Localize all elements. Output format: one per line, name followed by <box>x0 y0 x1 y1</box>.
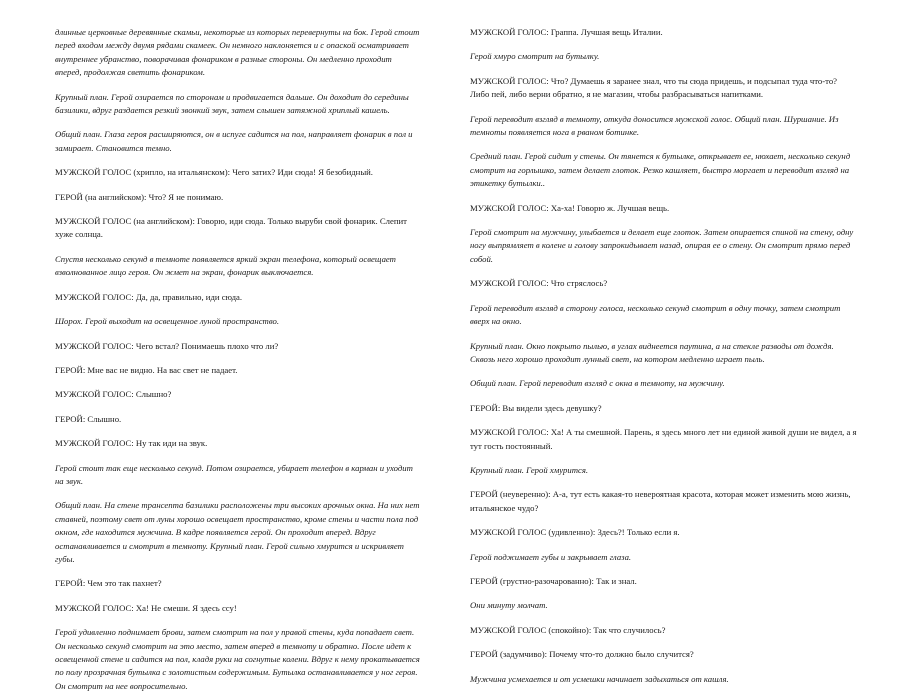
dialogue-line: ГЕРОЙ: Вы видели здесь девушку? <box>470 402 602 413</box>
dialogue-line: МУЖСКОЙ ГОЛОС: Да, да, правильно, иди сюда. <box>55 291 243 302</box>
stage-direction: Общий план. Глаза героя расширяются, он в испуге садится на пол, направляет фонарик в пол и замирает. Становится темно. <box>55 129 413 153</box>
dialogue-line: МУЖСКОЙ ГОЛОС: Что? Думаешь я заранее знал, что ты сюда придешь, и подсыпал туда что-то? Либо пей, либо верни обратно, я не магазин, чтобы разбрасываться напитками. <box>470 75 838 100</box>
dialogue-line: МУЖСКОЙ ГОЛОС: Слышно? <box>55 389 172 400</box>
stage-direction: Герой переводит взгляд в сторону голоса, несколько секунд смотрит в одну точку, затем смотрит вверх на окно. <box>470 302 841 327</box>
stage-direction: Мужчина усмехается и от усмешки начинает задыхаться от кашля. <box>470 673 729 684</box>
dialogue-line: МУЖСКОЙ ГОЛОС (спокойно): Так что случилось? <box>470 624 666 635</box>
stage-direction: Герой поджимает губы и закрывает глаза. <box>470 551 632 562</box>
dialogue-line: ГЕРОЙ (неуверенно): А-а, тут есть какая-то невероятная красота, которая может изменить мою жизнь, итальянское чудо? <box>470 489 851 513</box>
dialogue-line: МУЖСКОЙ ГОЛОС (на английском): Говорю, иди сюда. Только выруби свой фонарик. Слепит хуже солнца. <box>55 216 407 240</box>
stage-direction: Герой хмуро смотрит на бутылку. <box>470 51 600 62</box>
dialogue-line: МУЖСКОЙ ГОЛОС: Граппа. Лучшая вещь Италии. <box>470 27 663 37</box>
dialogue-line: ГЕРОЙ: Мне вас не видно. На вас свет не падает. <box>55 364 238 375</box>
dialogue-line: МУЖСКОЙ ГОЛОС: Ну так иди на звук. <box>55 438 208 449</box>
dialogue-line: МУЖСКОЙ ГОЛОС: Что стряслось? <box>470 278 608 289</box>
stage-direction: Спустя несколько секунд в темноте появляется яркий экран телефона, который освещает взволнованное лицо героя. Он жмет на экран, фонарик выключается. <box>55 253 396 278</box>
dialogue-line: ГЕРОЙ: Чем это так пахнет? <box>55 578 162 589</box>
stage-direction: Герой стоит так еще несколько секунд. Потом озирается, убирает телефон в карман и уходит на звук. <box>55 462 413 486</box>
dialogue-line: МУЖСКОЙ ГОЛОС: Чего встал? Понимаешь плохо что ли? <box>55 340 279 351</box>
dialogue-line: МУЖСКОЙ ГОЛОС (хрипло, на итальянском): Чего затих? Иди сюда! Я безобидный. <box>55 167 373 178</box>
dialogue-line: МУЖСКОЙ ГОЛОС: Ха! Не смеши. Я здесь ссу! <box>55 602 237 613</box>
stage-direction: Герой смотрит на мужчину, улыбается и делает еще глоток. Затем опирается спиной на стену, одну ногу выпрямляет в колене и голову запрокидывает назад, опирая ее о стену. Он смотрит прямо перед собой. <box>470 227 854 264</box>
stage-direction: Общий план. Герой переводит взгляд с окна в темноту, на мужчину. <box>470 378 725 389</box>
dialogue-line: ГЕРОЙ (грустно-разочарованно): Так и знал. <box>470 575 637 586</box>
dialogue-line: МУЖСКОЙ ГОЛОС (удивленно): Здесь?! Только если я. <box>470 527 680 538</box>
stage-direction: Они минуту молчат. <box>470 600 548 611</box>
dialogue-line: МУЖСКОЙ ГОЛОС: Ха! А ты смешной. Парень, я здесь много лет ни единой живой души не видел, а я тут гость постоянный. <box>470 427 857 451</box>
stage-direction: Крупный план. Окно покрыто пылью, в углах виднеется паутина, а на стекле разводы от дождя. Сквозь него хорошо проходит лунный свет, на котором медленно играет пыль. <box>470 340 834 364</box>
dialogue-line: ГЕРОЙ: Слышно. <box>55 413 122 424</box>
left-page <box>0 0 450 691</box>
stage-direction: Крупный план. Герой хмурится. <box>470 464 589 475</box>
dialogue-line: МУЖСКОЙ ГОЛОС: Ха-ха! Говорю ж. Лучшая вещь. <box>470 202 670 213</box>
stage-direction: Герой удивленно поднимает брови, затем смотрит на пол у правой стены, куда попадает свет. Он несколько секунд смотрит на это место, затем вперед в темноту и обратно. После идет к освещенной стене и садится на пол, кладя руки на согнутые колени. Вдруг к нему прокатывается по полу прозрачная бутылка с золотистым содержимым. Бутылка останавливается у ног героя. Он смотрит на нее вопросительно. <box>55 627 420 691</box>
stage-direction: Крупный план. Герой озирается по сторонам и продвигается дальше. Он доходит до середины базилики, вдруг раздается резкий звонкий звук, затем слышен затяжной хриплый кашель. <box>55 91 409 116</box>
stage-direction: Герой переводит взгляд в темноту, откуда доносится мужской голос. Общий план. Шуршание. Из темноты появляется нога в рваном ботинке. <box>470 113 839 138</box>
right-page <box>450 0 900 684</box>
stage-direction: длинные церковные деревянные скамьи, некоторые из которых перевернуты на бок. Герой стоит перед входом между двумя рядами скамеек. Он немного наклоняется и с опаской осматривает внутреннее убранство, поворачивая фонариком в разные стороны. Он медленно проходит вперед, продолжая светить фонариком. <box>55 27 420 78</box>
stage-direction: Общий план. На стене трансепта базилики расположены три высоких арочных окна. На них нет ставней, поэтому свет от луны хорошо освещает пространство, кроме стены и части пола под окном, где находится мужчина. В кадре появляется герой. Он проходит вперед. Вдруг останавливается и смотрит в темноту. Крупный план. Герой сильно хмурится и искривляет губы. <box>55 500 420 564</box>
stage-direction: Шорох. Герой выходит на освещенное луной пространство. <box>55 316 279 327</box>
stage-direction: Средний план. Герой сидит у стены. Он тянется к бутылке, открывает ее, нюхает, несколько секунд смотрит на горлышко, затем делает глоток. Резко кашляет, быстро моргает и переводит взгляд на этикетку бутылки.. <box>470 151 851 189</box>
dialogue-line: ГЕРОЙ (задумчиво): Почему что-то должно было случится? <box>470 649 694 660</box>
dialogue-line: ГЕРОЙ (на английском): Что? Я не понимаю. <box>55 191 224 202</box>
